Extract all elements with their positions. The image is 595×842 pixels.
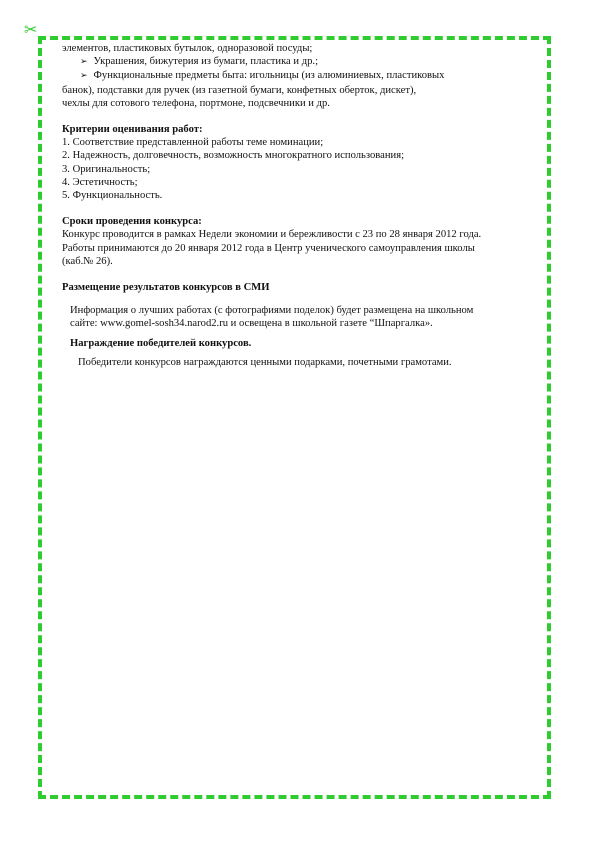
media-line: Информация о лучших работах (с фотографиями поделок) будет размещена на школьном [70, 305, 474, 317]
criteria-item: 2. Надежность, долговечность, возможность многократного использования; [62, 150, 405, 162]
bullet-item: ➢ Украшения, бижутерия из бумаги, пластика и др.; [80, 56, 319, 68]
terms-heading: Сроки проведения конкурса: [62, 216, 202, 228]
arrow-bullet-icon: ➢ [80, 57, 88, 68]
arrow-bullet-icon: ➢ [80, 71, 88, 82]
media-paragraph [62, 304, 548, 330]
intro-line: элементов, пластиковых бутылок, одноразовой посуды; [62, 43, 313, 54]
scissors-icon: ✂ [24, 20, 38, 39]
awards-heading: Награждение победителей конкурсов. [70, 337, 252, 349]
media-line: сайте: www.gomel-sosh34.narod2.ru и освещена в школьной газете “Шпаргалка». [70, 318, 433, 330]
criteria-item: 4. Эстетичность; [62, 176, 138, 188]
awards-text: Победители конкурсов награждаются ценными подарками, почетными грамотами. [78, 356, 452, 368]
criteria-heading: Критерии оценивания работ: [62, 124, 203, 136]
criteria-item: 1. Соответствие представленной работы теме номинации; [62, 137, 324, 149]
terms-line: Конкурс проводится в рамках Недели экономии и бережливости с 23 по 28 января 2012 года. [62, 229, 482, 241]
criteria-item: 3. Оригинальность; [62, 163, 151, 175]
terms-line: (каб.№ 26). [62, 255, 113, 267]
bullet-item: ➢ Функциональные предметы быта: игольницы (из алюминиевых, пластиковых [80, 70, 445, 82]
bullet-continuation: чехлы для сотового телефона, портмоне, подсвечники и др. [62, 97, 330, 109]
document-body [62, 42, 548, 369]
terms-line: Работы принимаются до 20 января 2012 года в Центр ученического самоуправления школы [62, 242, 475, 254]
media-heading: Размещение результатов конкурсов в СМИ [62, 282, 270, 294]
bullet-continuation: банок), подставки для ручек (из газетной бумаги, конфетных оберток, дискет), [62, 84, 417, 96]
criteria-item: 5. Функциональность. [62, 190, 163, 202]
